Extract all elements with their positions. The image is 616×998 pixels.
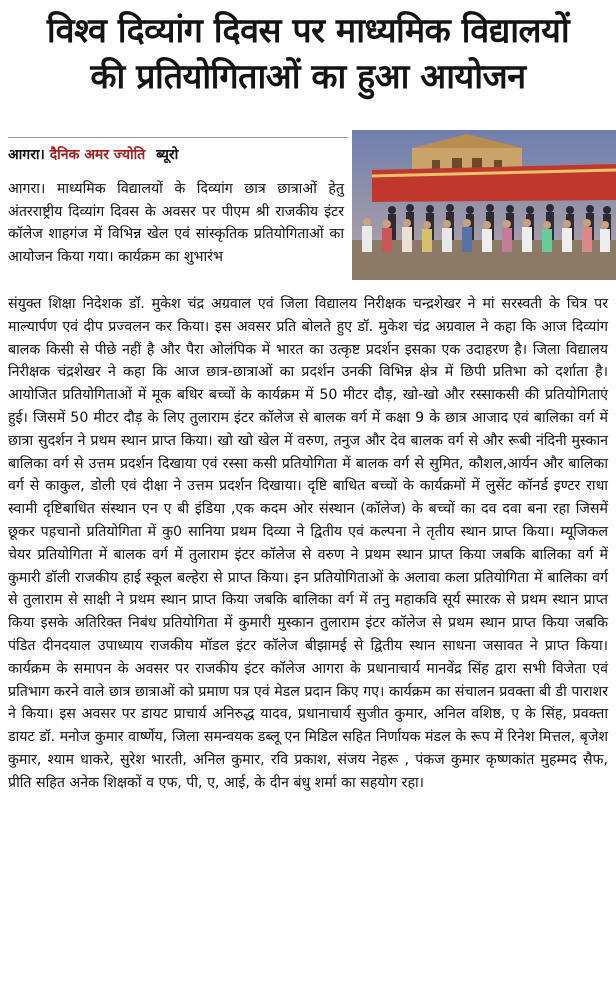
byline-city: आगरा (8, 147, 40, 163)
headline-line-1: विश्व दिव्यांग दिवस पर माध्यमिक विद्यालयों (46, 11, 570, 51)
article-intro: आगरा। माध्यमिक विद्यालयों के दिव्यांग छात्र छात्राओं हेतु अंतरराष्ट्रीय दिव्यांग दिवस के अवसर पर पीएम श्री राजकीय इंटर कॉलेज शाहगंज में विभिन्न खेल एवं सांस्कृतिक प्रतियोगिताओं का आयोजन किया गया। कार्यक्रम का शुभारंभ (8, 181, 344, 265)
event-group-photo (352, 130, 616, 280)
headline (0, 0, 616, 100)
byline-paper: दैनिक अमर ज्योति (49, 147, 146, 163)
byline (8, 137, 348, 172)
group-photo-icon (352, 130, 616, 280)
headline-line-2: की प्रतियोगिताओं का हुआ आयोजन (90, 57, 526, 97)
byline-bureau: ब्यूरो (156, 147, 179, 163)
article-body: संयुक्त शिक्षा निदेशक डॉ. मुकेश चंद्र अग्रवाल एवं जिला विद्यालय निरीक्षक चन्द्रशेखर ने मां सरस्वती के चित्र पर माल्यार्पण एवं दीप प्रज्वलन कर किया। इस अवसर प्रति बोलते हुए डॉ. मुकेश चंद्र अग्रवाल ने कहा कि आज दिव्यांग बालक किसी से पीछे नहीं है और पैरा ओलंपिक में भारत का उत्कृष्ट प्रदर्शन इसका एक उदाहरण है। जिला विद्यालय निरीक्षक चंद्रशेखर ने कहा कि आज छात्र-छात्राओं का प्रदर्शन उनकी विभिन्न क्षेत्र में छिपी प्रतिभा को दर्शाता है। आयोजित प्रतियोगिताओं में मूक बधिर बच्चों के कार्यक्रम में 50 मीटर दौड़, खो-खो और रस्साकसी की प्रतियोगिताएं हुई। जिसमें 50 मीटर दौड़ के लिए तुलाराम इंटर कॉलेज से बालक वर्ग में कक्षा 9 के छात्र आजाद एवं बालिका वर्ग में छात्रा सुदर्शन ने प्रथम स्थान प्राप्त किया। खो खो खेल में वरुण, तनुज और देव बालक वर्ग से और रूबी नंदिनी मुस्कान बालिका वर्ग से उत्तम प्रदर्शन दिखाया एवं रस्सा कसी प्रतियोगिता में बालक वर्ग से सुमित, कौशल,आर्यन और बालिका वर्ग से काकुल, डोली एवं दीक्षा ने उत्तम प्रदर्शन दिखाया। दृष्टि बाधित बच्चों के कार्यक्रमों में लुसेंट कॉनर्ड इण्टर राधा स्वामी दृष्टिबाधित संस्थान एन ए बी इंडिया ,एक कदम ओर संस्थान (कॉलेज) के बच्चों का दव दवा बना रहा जिसमें छूकर पहचानो प्रतियोगिता में कु0 सानिया प्रथम दिव्या ने द्वितीय एवं कल्पना ने तृतीय स्थान प्राप्त किया। म्यूजिकल चेयर प्रतियोगिता में बालक वर्ग में तुलाराम इंटर कॉलेज से वरुण ने प्रथम स्थान प्राप्त किया जबकि बालिका वर्ग में कुमारी डॉली राजकीय हाई स्कूल बल्हेरा से प्राप्त किया। इन प्रतियोगिताओं के अलावा कला प्रतियोगिता में बालिका वर्ग से तुलाराम से साक्षी ने प्रथम स्थान प्राप्त किया जबकि बालिका वर्ग में तनु महाकवि सूर्य स्मारक से प्रथम स्थान प्राप्त किया इसके अतिरिक्त निबंध प्रतियोगिता में कुमारी मुस्कान तुलाराम इंटर कॉलेज से प्रथम स्थान प्राप्त किया जबकि पंडित दीनदयाल उपाध्याय राजकीय मॉडल इंटर कॉलेज बीझामई से द्वितीय स्थान साधना जसावत ने प्राप्त किया। कार्यक्रम के समापन के अवसर पर राजकीय इंटर कॉलेज आगरा के प्रधानाचार्य मानवेंद्र सिंह द्वारा सभी विजेता एवं प्रतिभाग करने वाले छात्र छात्राओं को प्रमाण पत्र एवं मेडल प्रदान किए गए। कार्यक्रम का संचालन प्रवक्ता बी डी पाराशर ने किया। इस अवसर पर डायट प्राचार्य अनिरुद्ध यादव, प्रधानाचार्य सुजीत कुमार, अनिल वशिष्ठ, ए के सिंह, प्रवक्ता डायट डॉ. मनोज कुमार वार्ष्णेय, जिला समन्वयक डब्लू एन मिडिल सहित निर्णायक मंडल के रूप में रिनेश मित्तल, बृजेश कुमार, श्याम धाकरे, सुरेश भारती, अनिल कुमार, रवि प्रकाश, संजय नेहरू , पंकज कुमार कृष्णकांत मुहम्मद सैफ, प्रीति सहित अनेक शिक्षकों व एफ, पी, ए, आई, के दीन बंधु शर्मा का सहयोग रहा। (8, 296, 608, 791)
byline-separator: । (39, 147, 45, 163)
